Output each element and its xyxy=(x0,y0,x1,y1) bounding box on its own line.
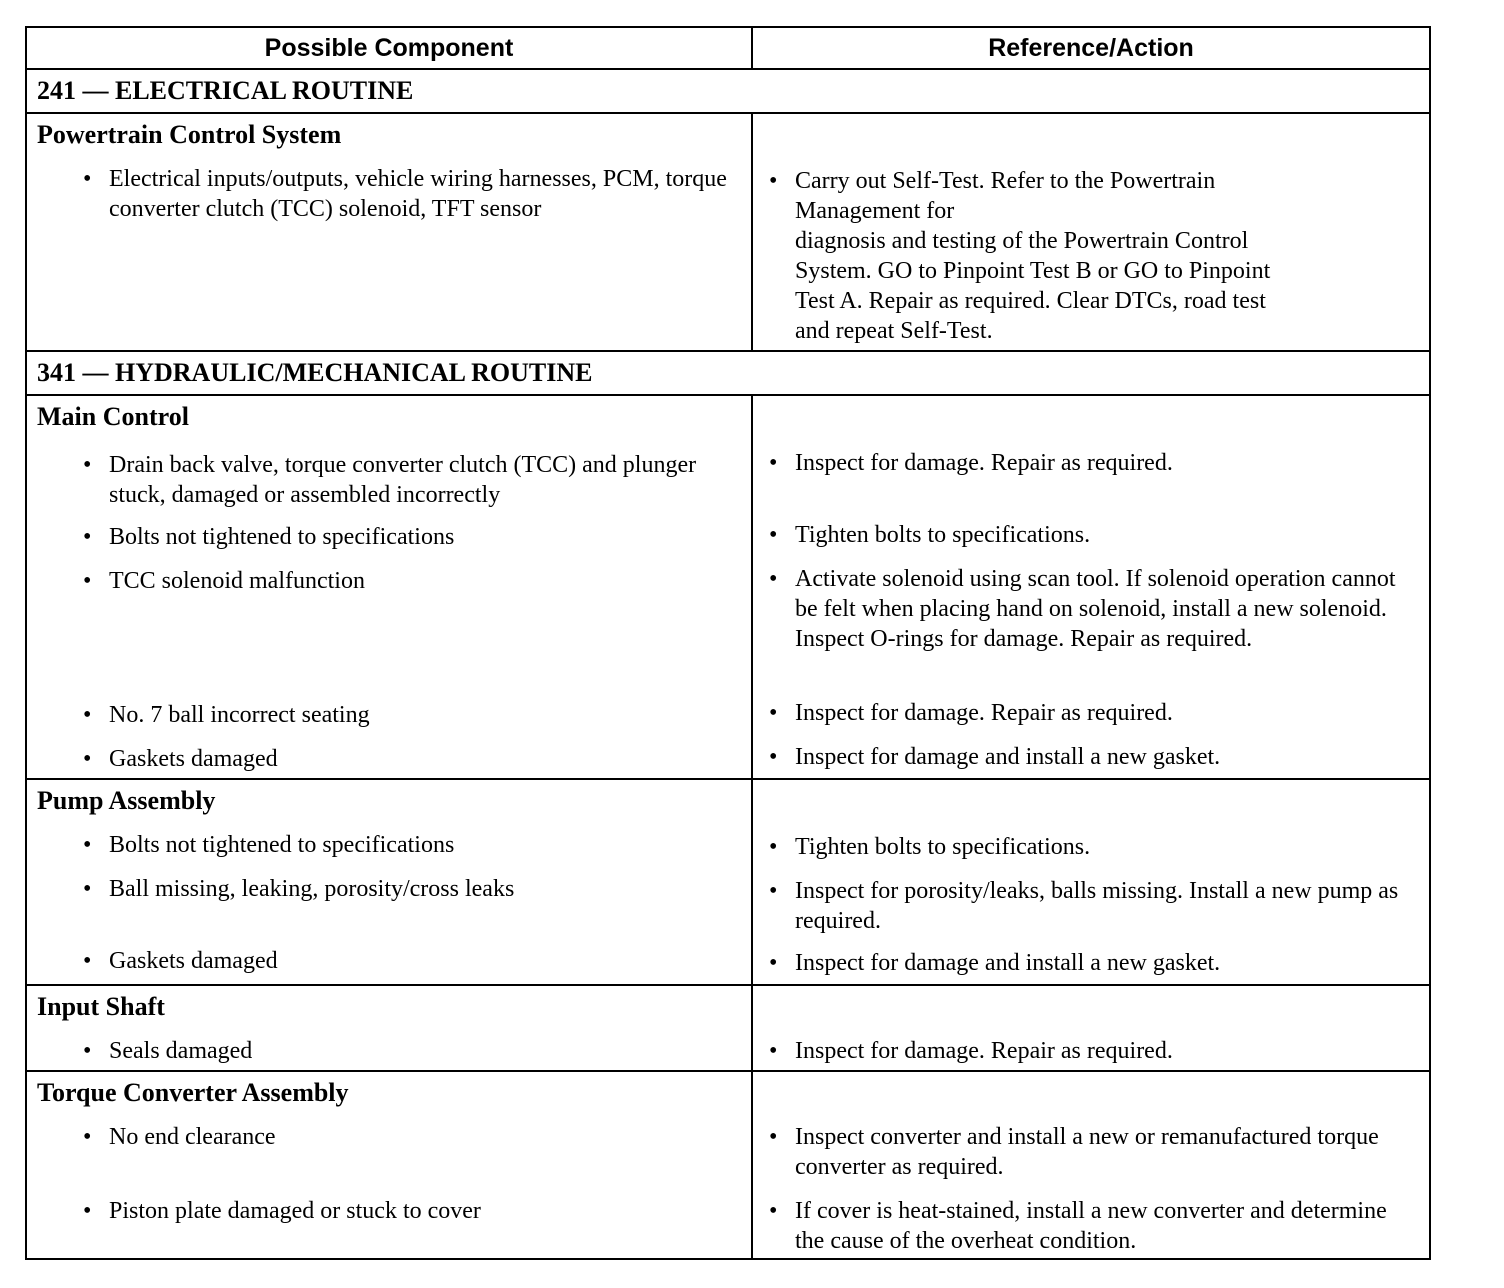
action-item xyxy=(753,832,1429,862)
bullet-icon: • xyxy=(83,746,92,772)
action-item xyxy=(753,1036,1429,1066)
group-title: Main Control xyxy=(37,402,189,431)
action-text: Tighten bolts to specifications. xyxy=(795,522,1091,548)
bullet-icon: • xyxy=(769,878,778,904)
action-text: Inspect for porosity/leaks, balls missing. Install a new pump as required. xyxy=(795,878,1399,934)
table-header-row xyxy=(26,27,1430,69)
bullet-icon: • xyxy=(83,1124,92,1150)
component-item xyxy=(27,1196,751,1226)
bullet-icon: • xyxy=(83,948,92,974)
group-title: Pump Assembly xyxy=(37,786,216,815)
group-row-powertrain xyxy=(26,113,1430,351)
action-text: Inspect for damage. Repair as required. xyxy=(795,700,1173,726)
routine-row-241 xyxy=(26,69,1430,113)
group-cell-input-shaft-components xyxy=(26,985,752,1071)
component-item xyxy=(27,744,751,774)
group-title: Powertrain Control System xyxy=(37,120,342,149)
group-cell-main-control-components xyxy=(26,395,752,779)
routine-title-341: 341 — HYDRAULIC/MECHANICAL ROUTINE xyxy=(26,351,1430,395)
component-text: Drain back valve, torque converter clutch (TCC) and plunger stuck, damaged or assembled incorrectly xyxy=(109,452,697,508)
header-reference-action: Reference/Action xyxy=(752,27,1430,69)
bullet-icon: • xyxy=(83,876,92,902)
bullet-icon: • xyxy=(769,700,778,726)
action-line: Test A. Repair as required. Clear DTCs, road test xyxy=(795,288,1266,314)
action-text: Activate solenoid using scan tool. If solenoid operation cannot be felt when placing hand on solenoid, install a new solenoid. Inspect O-rings for damage. Repair as required. xyxy=(795,566,1396,652)
group-title: Torque Converter Assembly xyxy=(37,1078,349,1107)
group-cell-pump-assembly-actions xyxy=(752,779,1430,985)
group-row-input-shaft xyxy=(26,985,1430,1071)
action-item xyxy=(753,564,1429,684)
bullet-icon: • xyxy=(769,450,778,476)
action-text: Tighten bolts to specifications. xyxy=(795,834,1091,860)
bullet-icon: • xyxy=(83,568,92,594)
action-item xyxy=(753,520,1429,550)
component-item xyxy=(27,450,751,510)
component-item xyxy=(27,1036,751,1066)
component-item xyxy=(27,522,751,552)
diagnosis-table xyxy=(25,26,1431,1260)
component-item xyxy=(27,874,751,934)
action-item xyxy=(753,948,1429,978)
bullet-icon: • xyxy=(769,950,778,976)
group-cell-pump-assembly-components xyxy=(26,779,752,985)
bullet-icon: • xyxy=(769,522,778,548)
component-item xyxy=(27,700,751,730)
component-text: No. 7 ball incorrect seating xyxy=(109,702,370,728)
bullet-icon: • xyxy=(769,168,778,194)
routine-row-341 xyxy=(26,351,1430,395)
group-cell-torque-converter-components xyxy=(26,1071,752,1259)
component-text: Electrical inputs/outputs, vehicle wiring harnesses, PCM, torque converter clutch (TCC) solenoid, TFT sensor xyxy=(109,166,727,222)
bullet-icon: • xyxy=(769,1124,778,1150)
group-cell-main-control-actions xyxy=(752,395,1430,779)
action-item xyxy=(753,166,1429,346)
component-text: Ball missing, leaking, porosity/cross leaks xyxy=(109,876,515,902)
bullet-icon: • xyxy=(769,566,778,592)
group-title: Input Shaft xyxy=(37,992,165,1021)
action-item xyxy=(753,1122,1429,1182)
component-text: TCC solenoid malfunction xyxy=(109,568,365,594)
header-possible-component: Possible Component xyxy=(26,27,752,69)
component-item xyxy=(27,946,751,976)
bullet-icon: • xyxy=(83,524,92,550)
action-line: Carry out Self-Test. Refer to the Powertrain xyxy=(795,168,1216,194)
group-cell-input-shaft-actions xyxy=(752,985,1430,1071)
group-row-main-control xyxy=(26,395,1430,779)
component-item xyxy=(27,566,751,686)
bullet-icon: • xyxy=(83,452,92,478)
action-item xyxy=(753,876,1429,936)
component-item xyxy=(27,1122,751,1182)
action-text: Inspect converter and install a new or remanufactured torque converter as required. xyxy=(795,1124,1379,1180)
bullet-icon: • xyxy=(769,744,778,770)
component-text: Gaskets damaged xyxy=(109,948,278,974)
action-line: Management for xyxy=(795,198,955,224)
action-item xyxy=(753,742,1429,772)
action-text: Inspect for damage and install a new gasket. xyxy=(795,744,1221,770)
action-text: Inspect for damage. Repair as required. xyxy=(795,450,1173,476)
action-text: Inspect for damage. Repair as required. xyxy=(795,1038,1173,1064)
diagnosis-table-page xyxy=(25,26,1429,1260)
bullet-icon: • xyxy=(83,166,92,192)
component-text: Seals damaged xyxy=(109,1038,253,1064)
bullet-icon: • xyxy=(83,702,92,728)
action-text: Inspect for damage and install a new gasket. xyxy=(795,950,1221,976)
component-text: Bolts not tightened to specifications xyxy=(109,524,455,550)
bullet-icon: • xyxy=(83,1198,92,1224)
component-text: Piston plate damaged or stuck to cover xyxy=(109,1198,481,1224)
group-cell-torque-converter-actions xyxy=(752,1071,1430,1259)
action-item xyxy=(753,1196,1429,1256)
bullet-icon: • xyxy=(83,832,92,858)
action-item xyxy=(753,698,1429,728)
component-text: Bolts not tightened to specifications xyxy=(109,832,455,858)
bullet-icon: • xyxy=(769,834,778,860)
component-text: No end clearance xyxy=(109,1124,276,1150)
bullet-icon: • xyxy=(769,1198,778,1224)
group-row-pump-assembly xyxy=(26,779,1430,985)
group-cell-powertrain-actions xyxy=(752,113,1430,351)
action-item xyxy=(753,448,1429,508)
group-cell-powertrain-components xyxy=(26,113,752,351)
component-item xyxy=(27,164,751,224)
action-line: System. GO to Pinpoint Test B or GO to Pinpoint xyxy=(795,258,1271,284)
component-text: Gaskets damaged xyxy=(109,746,278,772)
component-item xyxy=(27,830,751,860)
group-row-torque-converter xyxy=(26,1071,1430,1259)
bullet-icon: • xyxy=(83,1038,92,1064)
action-line: diagnosis and testing of the Powertrain Control xyxy=(795,228,1249,254)
action-text: If cover is heat-stained, install a new converter and determine the cause of the overheat condition. xyxy=(795,1198,1387,1254)
routine-title-241: 241 — ELECTRICAL ROUTINE xyxy=(26,69,1430,113)
bullet-icon: • xyxy=(769,1038,778,1064)
action-line: and repeat Self-Test. xyxy=(795,318,993,344)
